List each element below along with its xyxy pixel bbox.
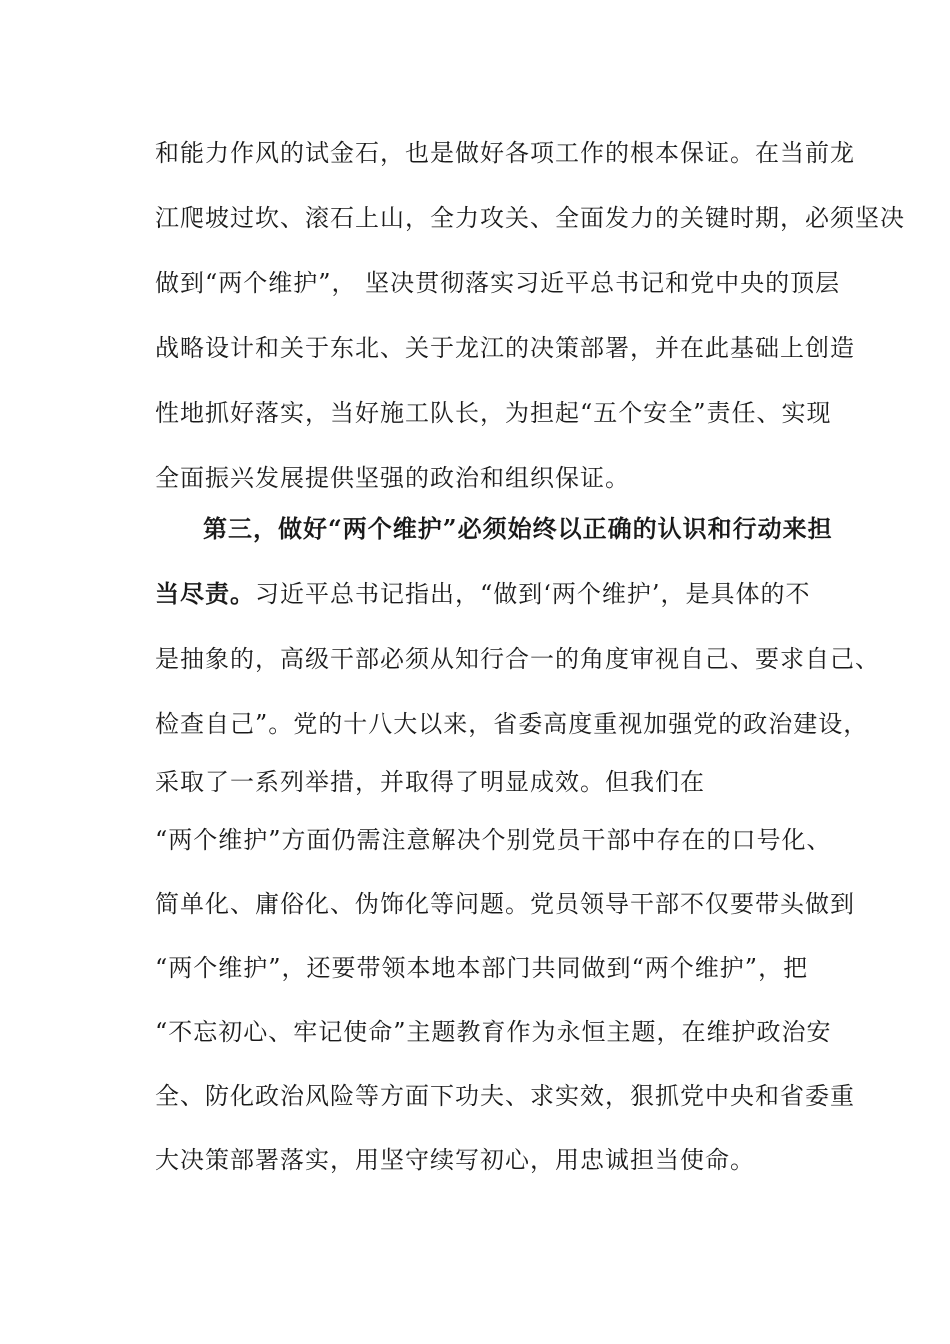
text-line: 和能力作风的试金石，也是做好各项工作的根本保证。在当前龙 (155, 139, 855, 167)
text-line: “两个维护”方面仍需注意解决个别党员干部中存在的口号化、 (155, 826, 832, 854)
text-line: 大决策部署落实，用坚守续写初心，用忠诚担当使命。 (155, 1146, 755, 1174)
text-line: 检查自己”。党的十八大以来，省委高度重视加强党的政治建设， (155, 710, 869, 738)
text-line: “不忘初心、牢记使命”主题教育作为永恒主题，在维护政治安 (155, 1018, 832, 1046)
text-line: 采取了一系列举措，并取得了明显成效。但我们在 (155, 768, 705, 796)
text-line: 江爬坡过坎、滚石上山，全力攻关、全面发力的关键时期，必须坚决 (155, 204, 905, 232)
text-line: 性地抓好落实，当好施工队长，为担起“五个安全”责任、实现 (155, 399, 832, 427)
text-line: 是抽象的，高级干部必须从知行合一的角度审视自己、要求自己、 (155, 645, 880, 673)
text-line: 全、防化政治风险等方面下功夫、求实效，狠抓党中央和省委重 (155, 1082, 855, 1110)
text-line (155, 579, 811, 609)
text-line: 简单化、庸俗化、伪饰化等问题。党员领导干部不仅要带头做到 (155, 890, 855, 918)
text-line: 做到“两个维护”， 坚决贯彻落实习近平总书记和党中央的顶层 (155, 269, 841, 297)
text-line: 全面振兴发展提供坚强的政治和组织保证。 (155, 464, 630, 492)
text-line: “两个维护”，还要带领本地本部门共同做到“两个维护”，把 (155, 954, 809, 982)
section-heading: 第三，做好“两个维护”必须始终以正确的认识和行动来担 (203, 514, 833, 543)
text-line: 战略设计和关于东北、关于龙江的决策部署，并在此基础上创造 (155, 334, 855, 362)
section-heading-end: 当尽责。 (155, 579, 255, 608)
text-span: 习近平总书记指出，“做到‘两个维护’，是具体的不 (255, 580, 811, 608)
